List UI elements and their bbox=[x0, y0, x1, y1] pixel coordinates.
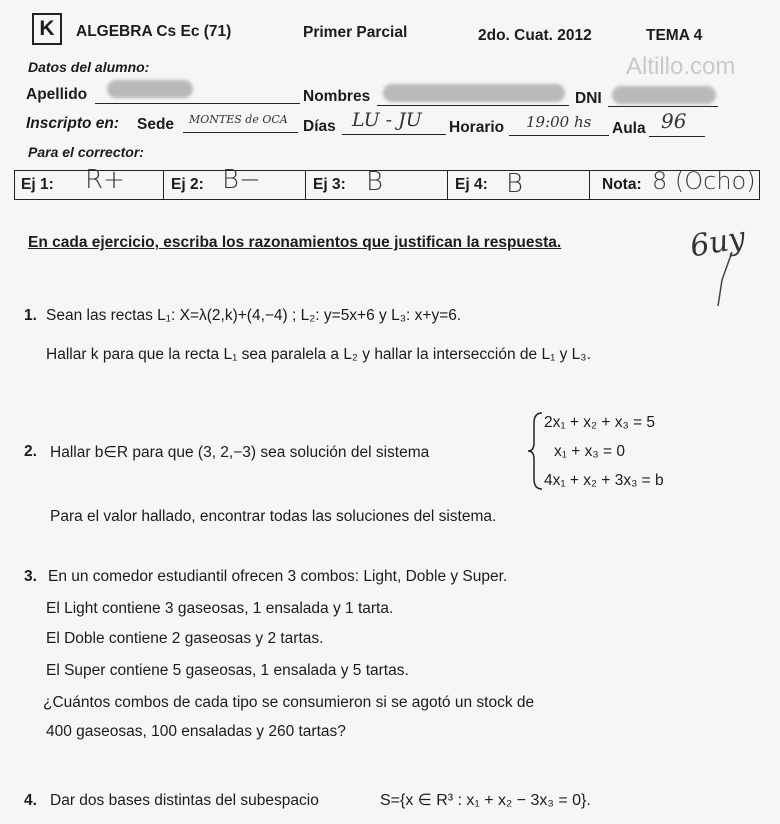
horario-label: Horario bbox=[449, 119, 505, 136]
exam-term: 2do. Cuat. 2012 bbox=[478, 27, 592, 44]
dni-label: DNI bbox=[575, 90, 602, 107]
exercise-2-line-2: Para el valor hallado, encontrar todas las soluciones del sistema. bbox=[50, 508, 497, 525]
grade-cell-label: Ej 4: bbox=[455, 176, 488, 193]
dni-redaction bbox=[612, 86, 716, 104]
grade-cell-label: Ej 1: bbox=[21, 176, 54, 193]
corrector-label: Para el corrector: bbox=[28, 144, 144, 160]
sede-label: Sede bbox=[137, 116, 175, 133]
dias-value: LU - JU bbox=[352, 109, 422, 131]
exam-name: Primer Parcial bbox=[303, 24, 408, 41]
exercise-2-text: Hallar b∈R para que (3, 2,−3) sea solución del sistema bbox=[50, 444, 430, 461]
exercise-3-line-5: ¿Cuántos combos de cada tipo se consumieron si se agotó un stock de bbox=[43, 694, 535, 711]
nombres-line bbox=[377, 105, 569, 106]
exercise-3-line-3: El Doble contiene 2 gaseosas y 2 tartas. bbox=[46, 630, 324, 647]
apellido-line bbox=[95, 103, 300, 104]
exercise-4-number: 4. bbox=[24, 792, 37, 809]
exercise-3-number: 3. bbox=[24, 568, 37, 585]
grade-value: 8 (Ocho) bbox=[652, 167, 756, 195]
system-equation-3: 4x₁ + x₂ + 3x₃ = b bbox=[544, 472, 664, 489]
corrector-signature: 6uy bbox=[687, 220, 748, 265]
sede-value: MONTES de OCA bbox=[189, 113, 288, 126]
grade-cell-ej4 bbox=[447, 171, 589, 199]
nombres-label: Nombres bbox=[303, 88, 371, 105]
watermark: Altillo.com bbox=[626, 53, 736, 80]
dias-line bbox=[342, 134, 446, 135]
aula-label: Aula bbox=[612, 120, 646, 137]
system-equation-2: x₁ + x₃ = 0 bbox=[554, 443, 625, 460]
nombres-redaction bbox=[383, 84, 565, 102]
dni-line bbox=[608, 106, 718, 107]
grade-cell-ej3 bbox=[305, 167, 447, 199]
grade-value: B− bbox=[222, 165, 261, 195]
aula-line bbox=[649, 136, 705, 137]
exercise-2-number: 2. bbox=[24, 443, 37, 460]
grade-cell-label: Ej 3: bbox=[313, 176, 346, 193]
inscripto-label: Inscripto en: bbox=[26, 115, 120, 132]
system-equation-1: 2x₁ + x₂ + x₃ = 5 bbox=[544, 414, 656, 431]
apellido-redaction bbox=[107, 80, 193, 98]
tema-letter-box: K bbox=[32, 13, 62, 45]
student-section-label: Datos del alumno: bbox=[28, 59, 150, 75]
exercise-1-line-1: Sean las rectas L₁: X=λ(2,k)+(4,−4) ; L₂: y=5x+6 y L₃: x+y=6. bbox=[46, 307, 462, 324]
exercise-3-line-6: 400 gaseosas, 100 ensaladas y 260 tartas? bbox=[46, 723, 346, 740]
system-brace-icon bbox=[526, 411, 546, 491]
exercise-1-line-2: Hallar k para que la recta L₁ sea paralela a L₂ y hallar la intersección de L₁ y L₃. bbox=[46, 346, 591, 363]
horario-line bbox=[509, 135, 609, 136]
grade-cell-label: Nota: bbox=[602, 176, 642, 193]
corrector-table bbox=[14, 165, 760, 200]
apellido-label: Apellido bbox=[26, 86, 88, 103]
subspace-definition: S={x ∈ R³ : x₁ + x₂ − 3x₃ = 0}. bbox=[380, 792, 591, 809]
sede-line bbox=[183, 132, 298, 133]
grade-cell-ej1 bbox=[15, 165, 163, 199]
exam-version: TEMA 4 bbox=[646, 27, 703, 44]
exercise-1-number: 1. bbox=[24, 307, 37, 324]
course-title: ALGEBRA Cs Ec (71) bbox=[76, 23, 232, 40]
grade-value: R+ bbox=[85, 165, 125, 195]
horario-value: 19:00 hs bbox=[526, 113, 592, 131]
grade-cell-nota bbox=[589, 167, 758, 199]
aula-value: 96 bbox=[661, 109, 687, 133]
dias-label: Días bbox=[303, 118, 336, 135]
grade-cell-ej2 bbox=[163, 165, 305, 199]
exercise-3-line-1: En un comedor estudiantil ofrecen 3 combos: Light, Doble y Super. bbox=[48, 568, 508, 585]
exercise-3-line-2: El Light contiene 3 gaseosas, 1 ensalada y 1 tarta. bbox=[46, 600, 394, 617]
grade-value: B bbox=[366, 167, 384, 197]
exercise-4-text: Dar dos bases distintas del subespacio bbox=[50, 792, 319, 809]
instruction-text: En cada ejercicio, escriba los razonamientos que justifican la respuesta. bbox=[28, 234, 562, 251]
signature-stroke-icon bbox=[700, 250, 740, 310]
grade-cell-label: Ej 2: bbox=[171, 176, 204, 193]
exercise-3-line-4: El Super contiene 5 gaseosas, 1 ensalada y 5 tartas. bbox=[46, 662, 409, 679]
grade-value: B bbox=[506, 169, 524, 199]
